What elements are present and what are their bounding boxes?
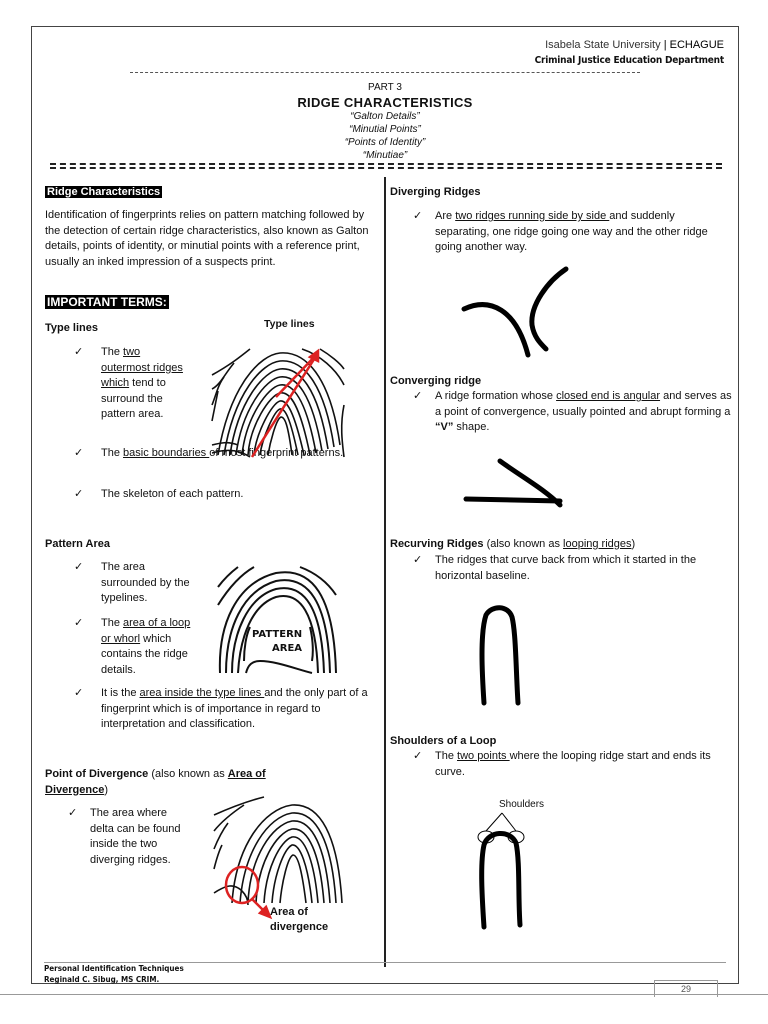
- recurving-ridge-diagram: [474, 603, 524, 707]
- section-ridge-characteristics: [45, 185, 162, 201]
- underlined-text: Area of Divergence: [45, 768, 266, 796]
- shoulders-diagram: [472, 811, 532, 931]
- text: and serves as a point of convergence, usually pointed and abrupt forming a: [435, 390, 732, 418]
- underlined-text: looping ridges: [563, 538, 632, 550]
- text: (also known as: [483, 538, 564, 550]
- underlined-text: closed end is angular: [556, 390, 661, 402]
- converging-heading: Converging ridge: [390, 375, 482, 387]
- text: The: [101, 447, 124, 459]
- footer-author: Reginald C. Sibug, MS CRIM.: [44, 975, 160, 984]
- page-title: RIDGE CHARACTERISTICS: [297, 95, 473, 110]
- diverging-ridge-diagram: [460, 265, 580, 365]
- text: tend to surround the pattern area.: [101, 377, 166, 420]
- text: which contains the ridge details.: [101, 632, 188, 676]
- text: and suddenly separating, one ridge going one way and the other ridge going another way.: [435, 210, 708, 253]
- divergence-heading: [45, 767, 325, 798]
- text: and the only part of a fingerprint which is of importance in regard to interpretation and classification.: [101, 687, 368, 730]
- underlined-text: two outermost ridges which: [101, 346, 183, 389]
- check-icon: ✓: [413, 390, 423, 402]
- type-lines-bullet-1: [101, 345, 185, 423]
- converging-ridge-diagram: [462, 455, 572, 511]
- check-icon: ✓: [413, 210, 423, 222]
- underlined-text: area inside the type lines: [139, 687, 265, 699]
- diverging-bullet-1: [435, 209, 731, 256]
- underlined-text: basic boundaries: [123, 447, 210, 459]
- department-name: Criminal Justice Education Department: [534, 55, 724, 66]
- pattern-area-bullet-1: The area surrounded by the typelines.: [101, 561, 190, 604]
- document-page: [31, 26, 739, 994]
- check-icon: ✓: [413, 554, 423, 566]
- check-icon: ✓: [74, 488, 84, 500]
- alias-galton: “Galton Details”: [350, 111, 420, 122]
- pattern-area-fingerprint-image: [216, 565, 338, 677]
- text: The: [101, 617, 124, 629]
- figure-label-line-1: Area of: [270, 906, 308, 918]
- divergence-figure-label: [270, 905, 328, 935]
- recurving-heading: [390, 537, 730, 553]
- figure-label-line-2: divergence: [270, 921, 329, 933]
- type-lines-figure-label: Type lines: [264, 318, 315, 330]
- heading-text: Recurving Ridges: [390, 538, 484, 550]
- text: (also known as: [148, 768, 228, 780]
- text: of most fingerprint patterns.: [209, 447, 344, 459]
- heading-text: Point of Divergence: [45, 768, 149, 780]
- part-label: PART 3: [368, 82, 402, 93]
- column-divider: [384, 177, 386, 967]
- footer-divider: [44, 962, 726, 963]
- university-name: Isabela State University: [545, 39, 661, 51]
- underlined-text: area of a loop or whorl: [101, 617, 191, 645]
- text: The: [101, 346, 124, 358]
- check-icon: ✓: [74, 617, 84, 629]
- text: ): [104, 783, 108, 796]
- text: ): [631, 538, 636, 550]
- intro-paragraph: Identification of fingerprints relies on pattern matching followed by the detection of certain ridge characteristics, also known as Galton details, points of identity, or minutial points with a reference print, usually an inked impression of a suspects print.: [45, 209, 369, 268]
- recurving-bullet-1: The ridges that curve back from which it started in the horizontal baseline.: [435, 554, 697, 582]
- divergence-fingerprint-image: [212, 795, 346, 907]
- check-icon: ✓: [68, 807, 78, 819]
- pattern-figure-label-1: PATTERN: [252, 629, 303, 640]
- check-icon: ✓: [74, 346, 84, 358]
- page-bottom-line: [0, 994, 768, 995]
- pattern-area-bullet-3: [101, 686, 383, 733]
- header-divider: [130, 72, 640, 73]
- type-lines-heading: Type lines: [45, 322, 98, 334]
- text: where the looping ridge start and ends its curve.: [435, 750, 711, 778]
- text: Are: [435, 210, 456, 222]
- section-heading: Ridge Characteristics: [47, 186, 161, 198]
- important-terms-heading: IMPORTANT TERMS:: [47, 295, 167, 309]
- text: A ridge formation whose: [435, 390, 557, 402]
- check-icon: ✓: [413, 750, 423, 762]
- diverging-heading: Diverging Ridges: [390, 186, 481, 198]
- check-icon: ✓: [74, 561, 84, 573]
- pattern-area-bullet-2: [101, 616, 193, 678]
- converging-bullet-1: [435, 389, 735, 436]
- type-lines-bullet-3: The skeleton of each pattern.: [101, 488, 244, 500]
- alias-minutial: “Minutial Points”: [349, 124, 421, 135]
- text: It is the: [101, 687, 140, 699]
- alias-identity: “Points of Identity”: [344, 137, 426, 148]
- underlined-text: two ridges running side by side: [455, 210, 610, 222]
- check-icon: ✓: [74, 447, 84, 459]
- campus-name: | ECHAGUE: [663, 39, 724, 51]
- pattern-figure-label-2: AREA: [272, 643, 303, 654]
- bold-text: “V”: [435, 421, 454, 433]
- double-divider-bottom: [50, 167, 722, 169]
- shoulders-figure-label: Shoulders: [499, 799, 545, 810]
- shoulders-bullet-1: [435, 749, 735, 780]
- underlined-text: two points: [457, 750, 510, 762]
- footer-course: Personal Identification Techniques: [44, 964, 184, 973]
- page-number: 29: [654, 980, 718, 997]
- shoulders-heading: Shoulders of a Loop: [390, 735, 497, 747]
- text: shape.: [453, 421, 490, 433]
- type-lines-fingerprint-image: [210, 345, 346, 461]
- pattern-area-heading: Pattern Area: [45, 538, 111, 550]
- check-icon: ✓: [74, 687, 84, 699]
- university-header: [545, 39, 724, 51]
- important-terms: [45, 295, 169, 312]
- double-divider-top: [50, 163, 722, 165]
- divergence-bullet-1: The area where delta can be found inside the two diverging ridges.: [90, 807, 181, 866]
- text: The: [435, 750, 458, 762]
- alias-minutiae: “Minutiae”: [362, 150, 408, 161]
